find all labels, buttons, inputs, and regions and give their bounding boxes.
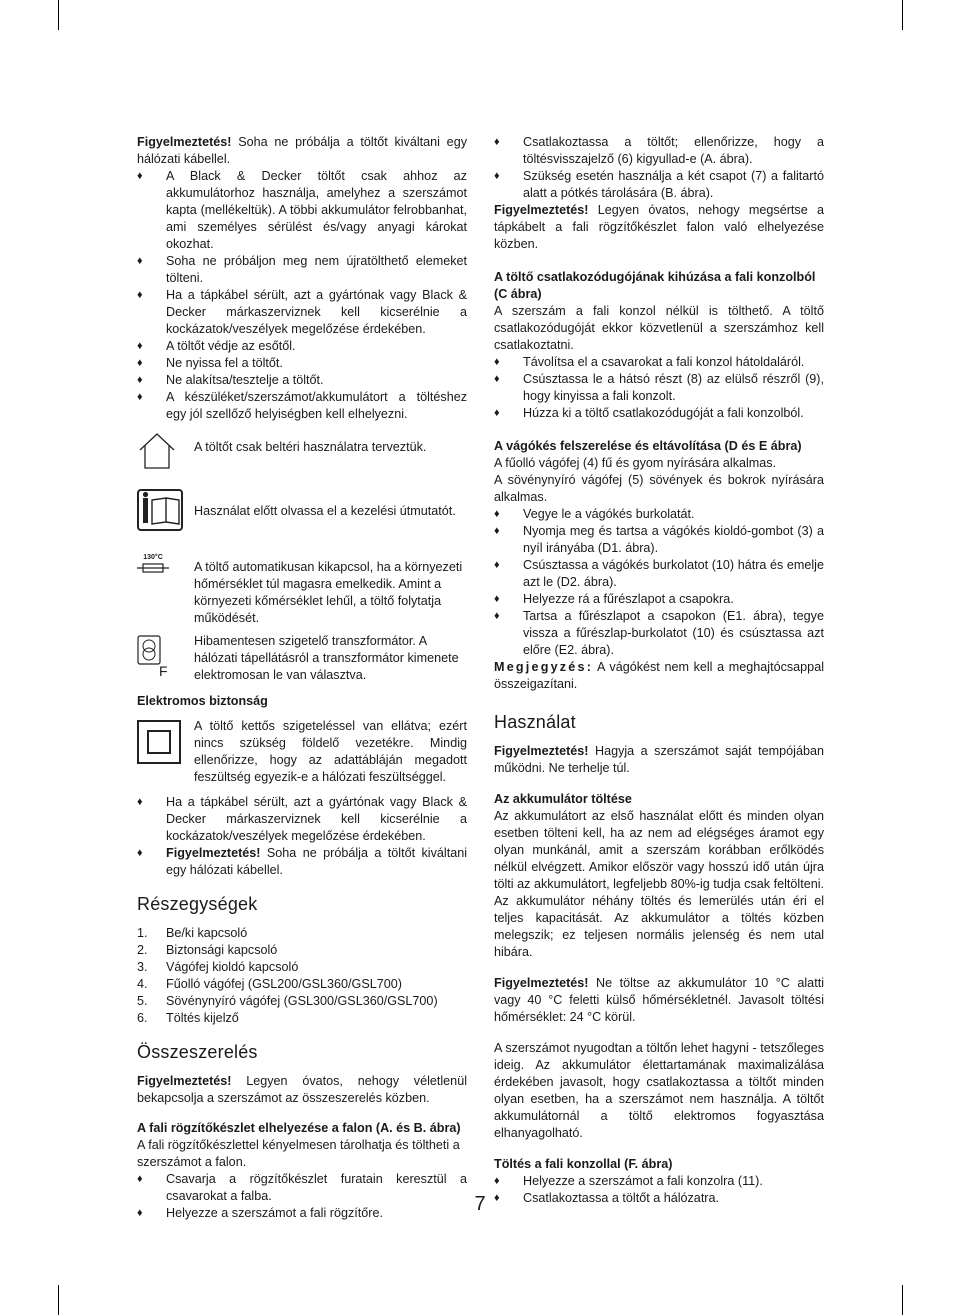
list-item: ♦ Csatlakoztassa a töltőt a hálózatra. [494,1191,720,1205]
section-heading-electrical: Elektromos biztonság [137,694,268,708]
charge-text-2: A szerszámot nyugodtan a töltőn lehet hagyni - tetszőleges ideig. Az akkumulátor élettartamának maximalizálása érdekében javasolt, hogy csatlakoztassa a töltőt minden olyan esetben, ha a szerszámot nem használja. A töltőt akkumulátornál a töltő elektromos fogyasztása elhanyagolható. [494,1041,824,1140]
list-item: ♦ Ne nyissa fel a töltőt. [137,356,283,370]
assembly-warning: Figyelmeztetés! Legyen óvatos, nehogy véletlenül bekapcsolja a szerszámot az összeszerelés közben. [137,1074,467,1105]
diamond-bullet-icon: ♦ [494,593,500,605]
safety-transformer-icon [137,633,169,685]
list-item: ♦ Helyezze rá a fűrészlapot a csapokra. [494,592,734,606]
diamond-bullet-icon: ♦ [137,391,143,403]
thermal-fuse-label: 130°C [143,554,163,561]
page-number: 7 [474,1193,486,1215]
crop-mark-bottom-left [58,1285,59,1315]
symbol-row-transformer: F Hibamentesen szigetelő transzformátor. A hálózati tápellátásról a transzformátor kimenete elektromosan le van választva. [137,633,467,685]
diamond-bullet-icon: ♦ [494,407,500,419]
list-item: ♦ Csatlakoztassa a töltőt; ellenőrizze, hogy a töltésvisszajelző (6) kigyullad-e (A. ábra). [494,135,824,166]
subheading-wallmount: A fali rögzítőkészlet elhelyezése a falon (A. és B. ábra) [137,1121,461,1135]
diamond-bullet-icon: ♦ [494,373,500,385]
double-insulation-text: A töltő kettős szigeteléssel van ellátva; ezért nincs szükség földelő vezetékre. Mindig ellenőrizze, hogy az adattábláján megadott feszültség egyezik-e a hálózati feszültséggel. [194,719,467,784]
diamond-bullet-icon: ♦ [494,170,500,182]
list-item: ♦ A töltőt védje az esőtől. [137,339,296,353]
list-item: ♦ A készüléket/szerszámot/akkumulátort a töltéshez egy jól szellőző helyiségben kell elhelyezni. [137,390,467,421]
use-warning: Figyelmeztetés! Hagyja a szerszámot saját tempójában működni. Ne terhelje túl. [494,744,824,775]
wallmount-text: A fali rögzítőkészlettel kényelmesen tárolhatja és töltheti a szerszámot a falon. [137,1138,460,1169]
list-item: ♦ Soha ne próbáljon meg nem újratölthető elemeket tölteni. [137,254,467,285]
blade-text-1: A fűolló vágófej (4) fű és gyom nyírására alkalmas. [494,456,777,470]
list-item: ♦ Szükség esetén használja a két csapot (7) a falitartó alatt a pótkés tárolására (B. ábra). [494,169,824,200]
transformer-letter: F [159,663,168,679]
subheading-wall-charging: Töltés a fali konzollal (F. ábra) [494,1157,673,1171]
parts-list-item: 4. Fűolló vágófej (GSL200/GSL360/GSL700) [137,977,402,991]
symbol-row-thermal: 130°C A töltő automatikusan kikapcsol, ha a környezeti hőmérséklet túl magasra emelkedik. Amint a környezeti kőmérséklet lehűl, a töltő folytatja működését. [137,553,467,627]
diamond-bullet-icon: ♦ [137,289,143,301]
parts-list-item: 6. Töltés kijelző [137,1011,239,1025]
list-item: ♦ Helyezze a szerszámot a fali konzolra (11). [494,1174,763,1188]
list-item: ♦ Vegye le a vágókés burkolatát. [494,507,695,521]
list-item: ♦ Tartsa a fűrészlapot a csapokon (E1. ábra), tegye vissza a fűrészlap-burkolatot (10) és csúsztassa azt előre (E2. ábra). [494,609,824,657]
list-item: ♦ Csúsztassa le a hátsó részt (8) az elülső részről (9), hogy kinyissa a fali konzolt. [494,372,824,403]
parts-list-item: 2. Biztonsági kapcsoló [137,943,278,957]
left-column [137,134,467,1222]
diamond-bullet-icon: ♦ [137,847,143,859]
subheading-charging: Az akkumulátor töltése [494,792,632,806]
symbol-row-double-insulation [137,718,467,786]
list-item: ♦ Helyezze a szerszámot a fali rögzítőre. [137,1206,383,1220]
list-item: ♦ Csavarja a rögzítőkészlet furatain keresztül a csavarokat a falba. [137,1172,467,1203]
warning-paragraph: Figyelmeztetés! Legyen óvatos, nehogy megsértse a tápkábelt a fali rögzítőkészlet falon való elhelyezése közben. [494,203,824,251]
symbol-row-manual: Használat előtt olvassa el a kezelési útmutatót. [137,489,467,553]
house-icon [137,431,177,471]
list-item: ♦ Húzza ki a töltő csatlakozódugóját a fali konzolból. [494,406,804,420]
crop-mark-top-right [902,0,903,30]
warning-paragraph: Figyelmeztetés! Soha ne próbálja a töltőt kiváltani egy hálózati kábellel. [137,135,467,166]
diamond-bullet-icon: ♦ [494,525,500,537]
blade-text-2: A sövénynyíró vágófej (5) sövények és bokrok nyírására alkalmas. [494,473,824,504]
note-paragraph: Megjegyzés: A vágókést nem kell a meghajtócsappal összeigazítani. [494,660,824,691]
manual-icon [137,489,183,531]
section-heading-use: Használat [494,712,576,732]
diamond-bullet-icon: ♦ [137,170,143,182]
crop-mark-top-left [58,0,59,30]
diamond-bullet-icon: ♦ [137,1173,143,1185]
list-item: ♦ Figyelmeztetés! Soha ne próbálja a töltőt kiváltani egy hálózati kábellel. [137,846,467,877]
list-item: ♦ Távolítsa el a csavarokat a fali konzol hátoldaláról. [494,355,805,369]
section-heading-parts: Részegységek [137,894,258,914]
diamond-bullet-icon: ♦ [494,610,500,622]
diamond-bullet-icon: ♦ [137,255,143,267]
list-item: ♦ Ha a tápkábel sérült, azt a gyártónak vagy Black & Decker márkaszerviznek kell kicserélnie a kockázatok/veszélyek megelőzése érdekében. [137,288,467,336]
symbol-row-indoor: A töltőt csak beltéri használatra terveztük. [137,439,467,489]
right-column [494,134,824,1207]
subheading-remove-plug: A töltő csatlakozódugójának kihúzása a fali konzolból (C ábra) [494,270,816,301]
diamond-bullet-icon: ♦ [494,1192,500,1204]
list-item: ♦ Csúsztassa a vágókés burkolatot (10) hátra és emelje azt le (D2. ábra). [494,558,824,589]
diamond-bullet-icon: ♦ [137,1207,143,1219]
charge-warning: Figyelmeztetés! Ne töltse az akkumulátor 10 °C alatti vagy 40 °C feletti külső hőmérsékletnél. Javasolt töltési hőmérséklet: 24 °C körül. [494,976,824,1024]
list-item: ♦ Nyomja meg és tartsa a vágókés kioldó-gombot (3) a nyíl irányába (D1. ábra). [494,524,824,555]
diamond-bullet-icon: ♦ [494,508,500,520]
diamond-bullet-icon: ♦ [137,340,143,352]
subheading-blade: A vágókés felszerelése és eltávolítása (D és E ábra) [494,439,802,453]
parts-list-item: 5. Sövénynyíró vágófej (GSL300/GSL360/GSL700) [137,994,438,1008]
diamond-bullet-icon: ♦ [494,559,500,571]
parts-list-item: 3. Vágófej kioldó kapcsoló [137,960,299,974]
diamond-bullet-icon: ♦ [494,356,500,368]
remove-text: A szerszám a fali konzol nélkül is tölthető. A töltő csatlakozódugóját ekkor közvetlenül a szerszámhoz kell csatlakoztatni. [494,304,824,352]
list-item: ♦ Ne alakítsa/tesztelje a töltőt. [137,373,324,387]
diamond-bullet-icon: ♦ [494,1175,500,1187]
list-item: ♦ Ha a tápkábel sérült, azt a gyártónak vagy Black & Decker márkaszerviznek kell kicserélnie a kockázatok/veszélyek megelőzése érdekében. [137,795,467,843]
crop-mark-bottom-right [902,1285,903,1315]
section-heading-assembly: Összeszerelés [137,1042,258,1062]
thermal-fuse-icon [137,553,169,579]
diamond-bullet-icon: ♦ [137,357,143,369]
diamond-bullet-icon: ♦ [137,796,143,808]
diamond-bullet-icon: ♦ [494,136,500,148]
double-insulation-icon [137,720,181,764]
charge-text: Az akkumulátort az első használat előtt és minden olyan esetben tölteni kell, ha az nem ad elégséges áramot egy olyan munkánál, amit a szerszám korábban erőlködés nélkül elvégzett. Amikor először vagy hosszú idő után újra tölti az akkumulátort, legfeljebb 80%-ig tudja csak feltölteni. Az akkumulátor néhány töltés és lemerülés után éri el teljes kapacitását. Az akkumulátor a töltés közben melegszik; ez teljesen normális jelenség és nem utal hibára. [494,809,824,959]
diamond-bullet-icon: ♦ [137,374,143,386]
list-item: ♦ A Black & Decker töltőt csak ahhoz az akkumulátorhoz használja, amelyhez a szerszámot kapta (mellékeltük). A többi akkumulátor felrobbanhat, ami személyes sérülést és/vagy anyagi károkat okozhat. [137,169,467,251]
parts-list-item: 1. Be/ki kapcsoló [137,926,248,940]
